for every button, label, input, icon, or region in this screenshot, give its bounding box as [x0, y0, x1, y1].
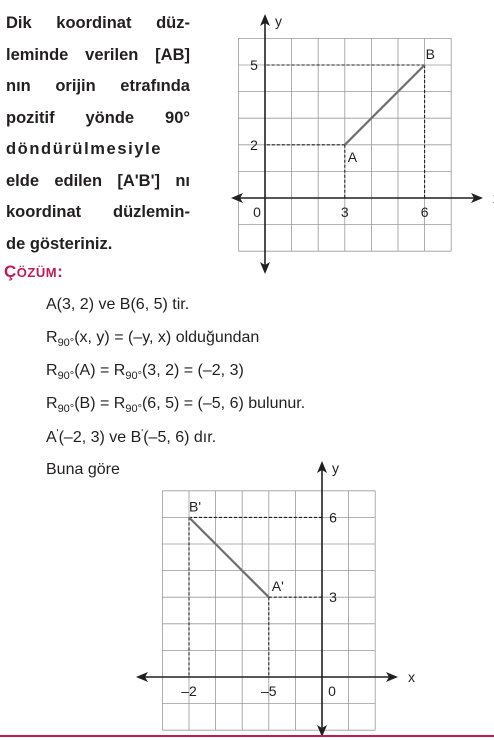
- problem-line: de gösteriniz.: [6, 234, 113, 253]
- y-tick-label: 5: [250, 57, 258, 73]
- solution-line-5: A'(–2, 3) ve B'(–5, 6) dır.: [46, 428, 217, 446]
- y-tick-label: 6: [329, 509, 337, 526]
- problem-line: Dik koordinat düz-: [6, 14, 190, 32]
- solution-line-2: $R_{90^\circ}(x$, y) = (–y, x) olduğundan: [46, 329, 260, 349]
- graph-original: [225, 6, 494, 276]
- x-tick-label: 3: [340, 204, 349, 220]
- x-tick-label: 6: [420, 204, 429, 220]
- y-tick-label: 3: [329, 589, 337, 606]
- origin-label: 0: [328, 683, 336, 699]
- problem-line: döndürülmesiyle: [6, 140, 163, 158]
- x-axis-label: x: [408, 669, 415, 685]
- point-b-label: B': [189, 498, 202, 515]
- segment-line: [189, 517, 269, 597]
- problem-line: elde edilen [A'B'] nı: [6, 171, 190, 190]
- y-tick-label: 2: [250, 136, 258, 153]
- y-axis-label: y: [332, 460, 339, 476]
- problem-line: koordinat düzlemin-: [6, 203, 190, 221]
- x-tick-label: –2: [181, 683, 197, 699]
- graph-rotated: [130, 455, 430, 740]
- origin-label: 0: [253, 204, 261, 220]
- point-a-label: A': [271, 578, 284, 595]
- solution-line-1: A(3, 2) ve B(6, 5) tir.: [46, 296, 190, 313]
- segment-line: [345, 65, 425, 145]
- problem-line: leminde verilen [AB]: [6, 45, 190, 64]
- page-bottom-rule: [0, 735, 494, 737]
- problem-line: nın orijin etrafında: [6, 77, 190, 95]
- solution-line-6: Buna göre: [46, 461, 120, 478]
- problem-statement: [6, 8, 190, 260]
- y-axis-label: y: [275, 13, 282, 29]
- problem-line: pozitif yönde 90°: [6, 108, 190, 127]
- point-b-label: B: [425, 46, 435, 62]
- x-tick-label: –5: [261, 683, 277, 699]
- point-a-label: A: [347, 148, 358, 165]
- solution-heading: ÇÖZÜM:: [4, 262, 64, 281]
- solution-line-4: $R_{90^\circ}(B) = R_{90^\circ}(6$, 5) = (–5, 6) bulunur.: [46, 395, 306, 415]
- solution-line-3: $R_{90^\circ}(A) = R_{90^\circ}(3$, 2) = (–2, 3): [46, 362, 244, 382]
